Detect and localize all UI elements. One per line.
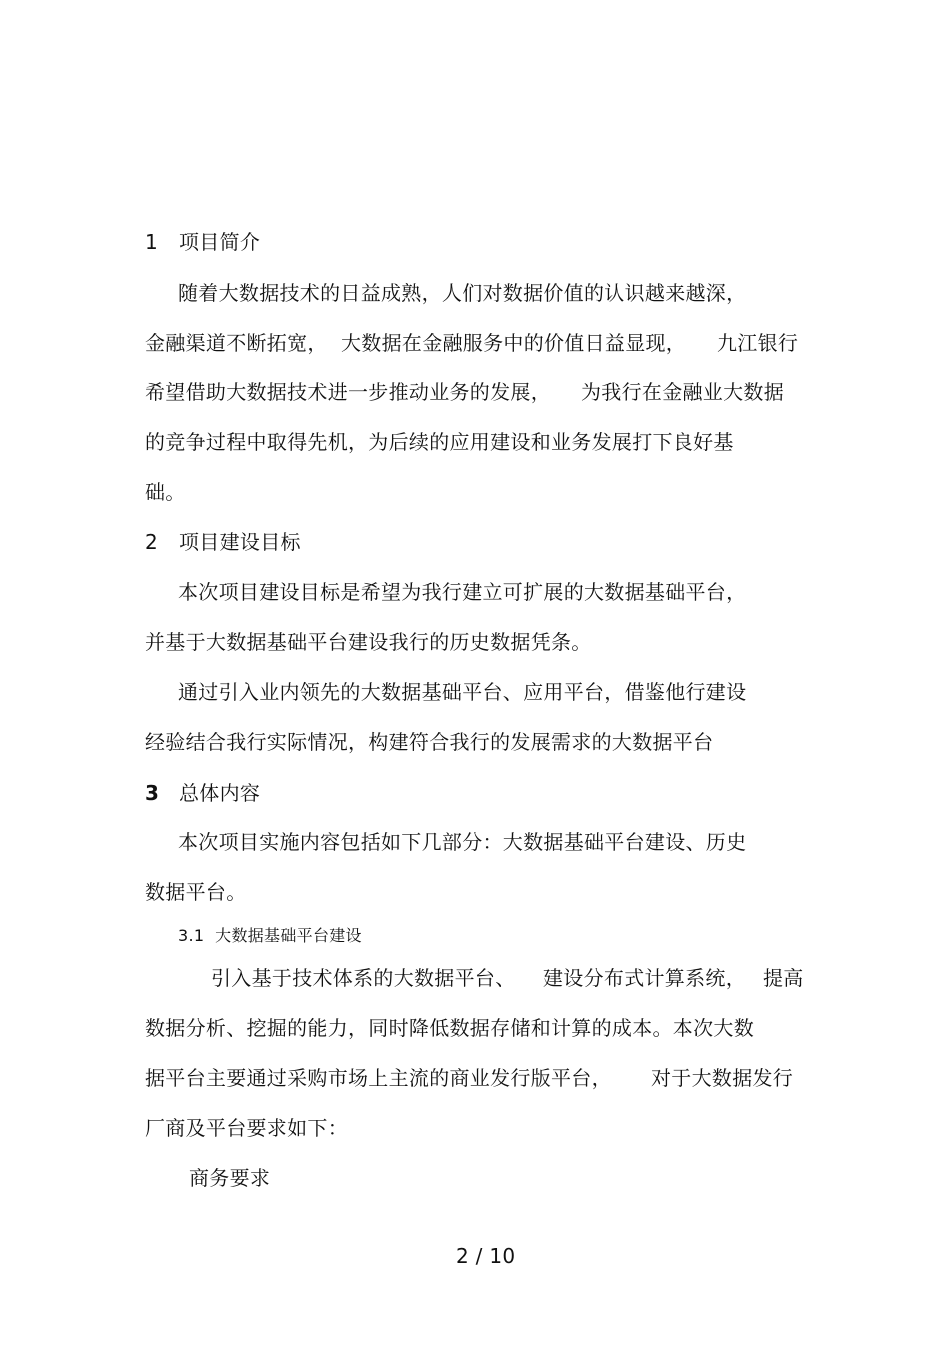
subsection-heading <box>178 926 362 946</box>
section-title: 项目建设目标 <box>179 530 301 554</box>
subsection-number: 3.1 <box>178 926 205 945</box>
paragraph-line: 数据分析、挖掘的能力，同时降低数据存储和计算的成本。本次大数 <box>145 1016 754 1040</box>
section-number: 1 <box>145 230 159 254</box>
paragraph-line: 并基于大数据基础平台建设我行的历史数据凭条。 <box>145 630 592 654</box>
paragraph-line: 的竞争过程中取得先机，为后续的应用建设和业务发展打下良好基 <box>145 430 734 454</box>
paragraph-line: 通过引入业内领先的大数据基础平台、应用平台，借鉴他行建设 <box>178 680 747 704</box>
list-item: 商务要求 <box>189 1166 271 1190</box>
section-heading-3 <box>145 781 260 805</box>
document-page: 1 项目简介 随着大数据技术的日益成熟，人们对数据价值的认识越来越深， 金融渠道不断拓宽， 大数据在金融服务中的价值日益显现， 九江银行 希望借助大数据技术进一步推动业务的发展， 为我行在金融业大数据 的竞争过程中取得先机，为后续的应用建设和业务发展打下良好基 础。 2 项目建设目标 本次项目建设目标是希望为我行建立可扩展的大数据基础平台， 并基于大数据基础平台建设我行的历史数据凭条。 通过引入业内领先的大数据基础平台、应用平台，借鉴他行建设 经验结合我行实际情况，构建符合我行的发展需求的大数据平台 3 总体内容 本次项目实施内容包括如下几部分：大数据基础平台建设、历史 数据平台。 3.1 大数据基础平台建设 引入基于技术体系的大数据平台、 建设分布式计算系统， 提高 数据分析、挖掘的能力，同时降低数据存储和计算的成本。本次大数 据平台主要通过采购市场上主流的商业发行版平台， 对于大数据发行 厂商及平台要求如下： 商务要求 2 / 10 <box>145 230 804 1268</box>
paragraph-line: 经验结合我行实际情况，构建符合我行的发展需求的大数据平台 <box>145 730 714 754</box>
paragraph-line: 随着大数据技术的日益成熟，人们对数据价值的认识越来越深， <box>178 281 747 305</box>
section-title: 项目简介 <box>179 230 261 254</box>
paragraph-line: 本次项目实施内容包括如下几部分：大数据基础平台建设、历史 <box>178 830 747 854</box>
paragraph-line: 础。 <box>145 480 186 504</box>
page-indicator: 2 / 10 <box>456 1244 516 1268</box>
paragraph-line: 据平台主要通过采购市场上主流的商业发行版平台， 对于大数据发行 <box>145 1066 794 1090</box>
paragraph-line: 厂商及平台要求如下： <box>145 1116 348 1140</box>
paragraph-line: 数据平台。 <box>145 880 247 904</box>
section-number: 2 <box>145 530 159 554</box>
subsection-title: 大数据基础平台建设 <box>215 926 362 945</box>
paragraph-line: 本次项目建设目标是希望为我行建立可扩展的大数据基础平台， <box>178 580 747 604</box>
section-heading-2 <box>145 530 301 554</box>
paragraph-line: 希望借助大数据技术进一步推动业务的发展， 为我行在金融业大数据 <box>145 380 784 404</box>
section-heading-1 <box>145 230 260 254</box>
section-title: 总体内容 <box>179 781 261 805</box>
section-number: 3 <box>145 781 160 805</box>
paragraph-line: 金融渠道不断拓宽， 大数据在金融服务中的价值日益显现， 九江银行 <box>145 331 799 355</box>
